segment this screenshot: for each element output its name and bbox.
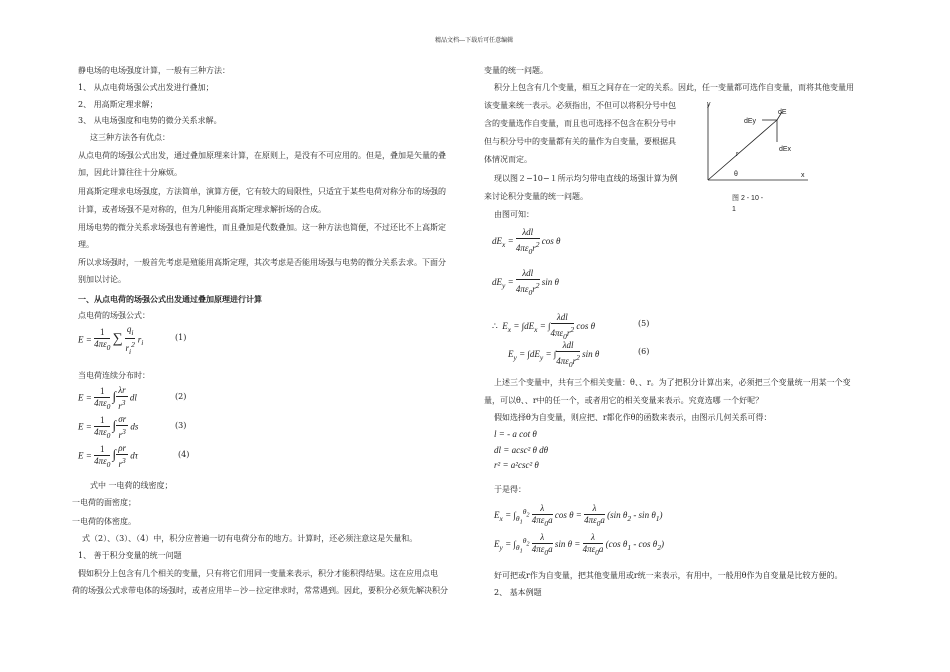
- r-para-5a: 上述三个变量中，共有三个相关变量：θ、、r。为了把积分计算出来，必须把三个变量统一用某一个变: [494, 378, 851, 387]
- page-header: 精品文档---下载后可任意编辑: [435, 37, 514, 44]
- subsection-1: 1、 善于积分变量的统一问题: [78, 551, 182, 560]
- r-para-3a: 现以图２−10−１所示均匀带电直线的场强计算为例: [494, 174, 678, 183]
- equation-r2: r² = a²csc² θ: [494, 460, 539, 470]
- equation-5: ∴ $E_x = \int dE_x$ = ∫ $\frac{\text{λdl}}{4\pi\varepsilon_0r^2}$ cos θ: [492, 312, 596, 341]
- fig-caption-b: 1: [732, 206, 736, 213]
- r-para-2d: 但与积分号中的变量都有关的量作为自变量，要根据具: [484, 137, 676, 146]
- para-choose-2: 别加以讨论。: [78, 275, 126, 284]
- fig-label-y: y: [707, 101, 711, 108]
- r-para-3b: 来讨论积分变量的统一问题。: [484, 192, 588, 201]
- r-para-8: 好可把或r作为自变量，把其他变量用或r统一来表示，有用中，一般用θ作为自变量是比较方便的。: [494, 571, 843, 580]
- equation-1: E = $\frac{1}{4\pi\varepsilon_0}$ ∑ $\frac{q_i}{r_i^2}$ $r_i$: [78, 324, 144, 356]
- equation-6: $E_y = \int dE_y$ = ∫ $\frac{\text{λdl}}{4\pi\varepsilon_0r^2}$ sin θ: [508, 340, 600, 369]
- fig-label-dE: dE: [778, 109, 787, 116]
- equation-number-2: (2): [175, 392, 187, 401]
- para-unify-2: 荷的场强公式求带电体的场强时，或者应用毕－沙－拉定律求时，常常遇到。因此，要积分必须先解决积分: [72, 586, 448, 595]
- fig-label-dEx: dEx: [779, 146, 792, 153]
- fig-label-dEy: dEy: [744, 118, 757, 125]
- para-choose-1: 所以求场强时，一般首先考虑是殖能用高斯定理，其次考虑是否能用场强与电势的微分关系去求。下面分: [78, 258, 446, 267]
- fig-caption-a: 图 2 - 10 -: [732, 195, 764, 202]
- para-potential-2: 理。: [78, 240, 94, 249]
- r-para-1: 变量的统一问题。: [484, 66, 548, 75]
- para-advantages: 这三种方法各有优点：: [90, 133, 170, 142]
- r-para-2b: 该变量来统一表示。必须指出，不但可以将积分号中包: [484, 101, 676, 110]
- method-2: 2、 用高斯定理求解；: [78, 100, 158, 109]
- para-unify-1: 假如积分上包含有几个相关的变量，只有将它们用同一变量来表示，积分才能积得结果。这在应用点电: [78, 569, 438, 578]
- r-para-5b: 量，可以θ、、r中的任一个，或者用它的相关变量来表示。究竟选哪 一个好呢？: [484, 396, 764, 405]
- equation-3: E = $\frac{1}{4\pi\varepsilon_0}$ ∫ $\frac{\sigma r}{r^3}$ ds: [78, 414, 139, 440]
- r-para-2e: 体情况而定。: [484, 155, 532, 164]
- linear-density-note: 式中 一电荷的线密度；: [90, 481, 173, 490]
- fig-label-theta: θ: [734, 171, 738, 178]
- equation-Ex-result: $E_x = \int_{\theta_1}^{\theta_2}$ $\frac{\lambda}{4\pi\varepsilon_0a}$ cos θ = $\frac{\lambda}{4\pi\varepsilon_0a}$ (sin $\theta_2$ - $\sin \theta_1$): [494, 503, 663, 528]
- equation-dl: dl = acsc² θ dθ: [494, 445, 549, 455]
- fig-label-r: r: [736, 151, 739, 158]
- equation-number-6: (6): [638, 347, 650, 356]
- equation-Ey-result: $E_y = \int_{\theta_1}^{\theta_2}$ $\frac{\lambda}{4\pi\varepsilon_0a}$ sin θ = $\frac{\lambda}{4\pi\varepsilon_0a}$ (cos $\theta_1$ - $\cos \theta_2$): [494, 532, 664, 557]
- section-heading-1: 一、从点电荷的场强公式出发通过叠加原理进行计算: [78, 294, 262, 304]
- equation-dEy: $dE_y$ = $\frac{\text{λdl}}{4\pi\varepsilon_0r^2}$ sin θ: [492, 268, 559, 297]
- continuous-label: 当电荷连续分布时：: [78, 371, 150, 380]
- figure-2-10-1: [700, 98, 812, 216]
- para-intro: 静电场的电场强度计算，一般有三种方法：: [78, 66, 230, 75]
- equation-4: E = $\frac{1}{4\pi\varepsilon_0}$ ∫ $\frac{\rho r}{r^3}$ dτ: [78, 443, 139, 469]
- equation-2: E = $\frac{1}{4\pi\varepsilon_0}$ ∫ $\frac{\lambda r}{r^3}$ dl: [78, 385, 137, 411]
- equation-number-4: (4): [178, 450, 190, 459]
- para-superposition-2: 加，因此计算往往十分麻烦。: [78, 168, 182, 177]
- equation-l: l = - a cot θ: [494, 429, 537, 439]
- para-gauss-1: 用高斯定理求电场强度，方法简单，演算方便，它有较大的局限性，只适宜于某些电荷对称分布的场强的: [78, 187, 446, 196]
- r-para-2c: 含的变量选作自变量，而且也可选择不包含在积分号中: [484, 119, 676, 128]
- therefore-symbol: ∴: [492, 320, 498, 331]
- subsection-2: 2、 基本例题: [494, 588, 542, 597]
- point-charge-label: 点电荷的场强公式：: [78, 311, 150, 320]
- r-para-2a: 积分上包含有几个变量，相互之间存在一定的关系。因此，任一变量都可选作自变量，而将其他变量用: [494, 83, 854, 92]
- r-para-4: 由图可知：: [494, 210, 534, 219]
- equation-number-3: (3): [175, 421, 187, 430]
- r-para-6: 假如选择θ为自变量，则应把、r都化作θ的函数来表示，由图示几何关系可得：: [494, 413, 772, 422]
- volume-density-note: 一电荷的体密度。: [72, 517, 136, 526]
- para-vector-sum: 式（2）、（3）、（4）中，积分应普遍一切有电荷分布的地方。计算时，还必须注意这是矢量和。: [82, 534, 418, 543]
- method-1: 1、 从点电荷场强公式出发进行叠加；: [78, 83, 214, 92]
- equation-dEx: $dE_x$ = $\frac{\text{λdl}}{4\pi\varepsilon_0r^2}$ cos θ: [492, 227, 561, 256]
- para-potential-1: 用场电势的微分关系求场强也有普遍性，而且叠加是代数叠加。这一种方法也简便，不过还比不上高斯定: [78, 223, 446, 232]
- fig-label-x: x: [801, 172, 805, 179]
- method-3: 3、 从电场强度和电势的微分关系求解。: [78, 116, 222, 125]
- r-para-7: 于是得：: [494, 485, 526, 494]
- para-gauss-2: 计算，或者场强不是对称的，但为几种能用高斯定理求解折场的合成。: [78, 205, 326, 214]
- equation-number-5: (5): [638, 319, 650, 328]
- equation-number-1: (1): [175, 333, 187, 342]
- area-density-note: 一电荷的面密度；: [72, 498, 136, 507]
- para-superposition-1: 从点电荷的场强公式出发，通过叠加原理来计算，在原则上，是没有不可应用的。但是，叠加是矢量的叠: [78, 151, 446, 160]
